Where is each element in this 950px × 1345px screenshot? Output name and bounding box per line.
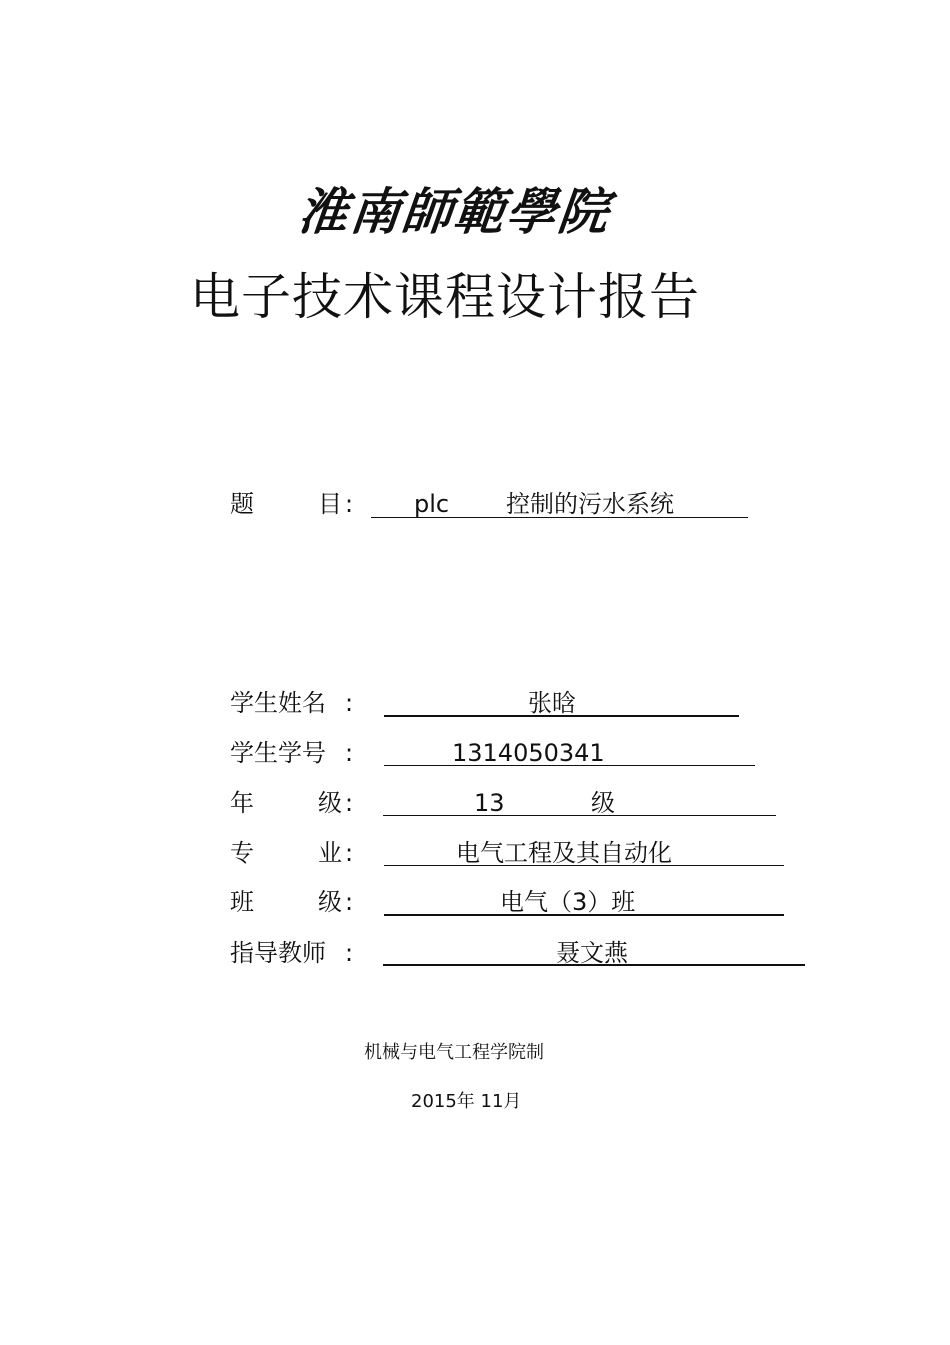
- student-name-colon: :: [345, 689, 354, 717]
- student-name-underline: [384, 715, 739, 717]
- student-id-value: 1314050341: [452, 739, 605, 767]
- major-value: 电气工程及其自动化: [456, 839, 672, 867]
- major-label-char1: 专: [230, 839, 254, 867]
- class-colon: :: [345, 888, 354, 916]
- student-id-underline: [384, 765, 755, 766]
- grade-label-char1: 年: [230, 789, 254, 817]
- grade-underline: [383, 815, 776, 816]
- class-label-char1: 班: [230, 888, 254, 916]
- student-id-colon: :: [345, 739, 354, 767]
- grade-value-suffix: 级: [591, 789, 615, 817]
- student-name-label: 学生姓名: [230, 689, 326, 717]
- class-underline: [384, 914, 784, 916]
- advisor-value: 聂文燕: [556, 939, 628, 967]
- major-colon: :: [345, 839, 354, 867]
- institute-line: 机械与电气工程学院制: [364, 1042, 544, 1063]
- grade-value-number: 13: [474, 789, 505, 817]
- advisor-label: 指导教师: [230, 939, 326, 967]
- class-label-char2: 级: [318, 888, 342, 916]
- grade-label-char2: 级: [318, 789, 342, 817]
- topic-colon: :: [345, 490, 354, 518]
- topic-value-text: 控制的污水系统: [506, 490, 674, 518]
- topic-underline: [371, 517, 748, 518]
- advisor-underline: [383, 964, 805, 966]
- report-title: 电子技术课程设计报告: [190, 268, 700, 326]
- date-line: 2015年 11月: [411, 1091, 522, 1112]
- major-label-char2: 业: [318, 839, 342, 867]
- topic-label-char1: 题: [230, 490, 254, 518]
- advisor-colon: :: [345, 939, 354, 967]
- class-value: 电气（3）班: [500, 888, 636, 916]
- topic-label-char2: 目: [318, 490, 342, 518]
- grade-colon: :: [345, 789, 354, 817]
- student-name-value: 张晗: [528, 689, 576, 717]
- topic-value-prefix: plc: [414, 490, 450, 518]
- school-name-logo: 淮南師範學院: [294, 182, 614, 241]
- major-underline: [384, 865, 784, 866]
- student-id-label: 学生学号: [230, 739, 326, 767]
